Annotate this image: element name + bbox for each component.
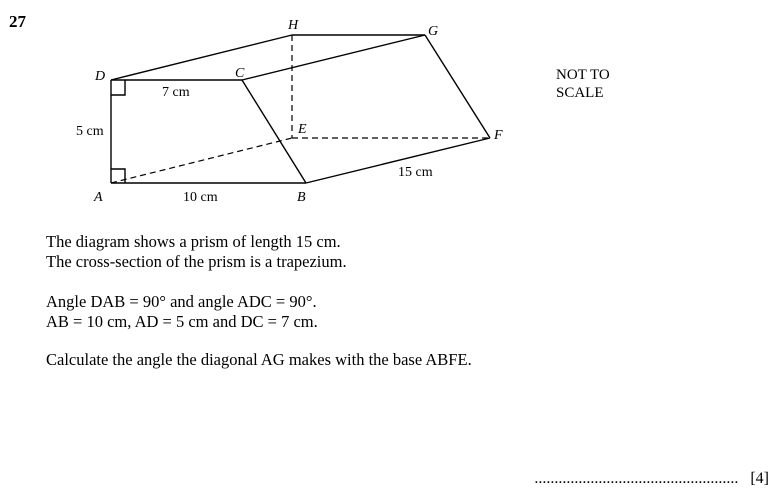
text-line: The diagram shows a prism of length 15 cm. (46, 232, 341, 251)
length-label-dc: 7 cm (162, 85, 190, 100)
edge-GF (425, 35, 490, 138)
length-label-bf: 15 cm (398, 165, 433, 180)
vertex-label-E: E (298, 122, 307, 137)
text-line: Calculate the angle the diagonal AG makes with the base ABFE. (46, 350, 472, 369)
text-line: The cross-section of the prism is a trapezium. (46, 252, 347, 271)
text-line: AB = 10 cm, AD = 5 cm and DC = 7 cm. (46, 312, 318, 331)
vertex-label-A: A (94, 190, 103, 205)
vertex-label-D: D (95, 69, 106, 84)
answer-line[interactable]: ................................................... (534, 470, 739, 487)
question-number: 27 (9, 12, 26, 31)
paragraph-1 (46, 232, 347, 272)
prism-diagram (0, 0, 781, 230)
edge-CB (242, 80, 306, 183)
length-label-ad: 5 cm (76, 124, 104, 139)
edge-CG (242, 35, 425, 80)
not-to-scale-line-1: NOT TO (556, 67, 610, 83)
paragraph-2 (46, 292, 318, 332)
vertex-label-H: H (288, 18, 299, 33)
edge-DH (111, 35, 292, 80)
paragraph-3 (46, 350, 472, 370)
not-to-scale-line-2: SCALE (556, 85, 604, 101)
vertex-label-B: B (297, 190, 306, 205)
vertex-label-C: C (235, 66, 245, 81)
text-line: Angle DAB = 90° and angle ADC = 90°. (46, 292, 317, 311)
vertex-label-G: G (428, 24, 439, 39)
right-angle-A (111, 169, 125, 183)
vertex-label-F: F (494, 128, 503, 143)
marks-label: [4] (750, 470, 769, 487)
not-to-scale-note (556, 66, 610, 102)
answer-area (534, 470, 769, 488)
length-label-ab: 10 cm (183, 190, 218, 205)
edge-AE (111, 138, 292, 183)
right-angle-D (111, 80, 125, 95)
